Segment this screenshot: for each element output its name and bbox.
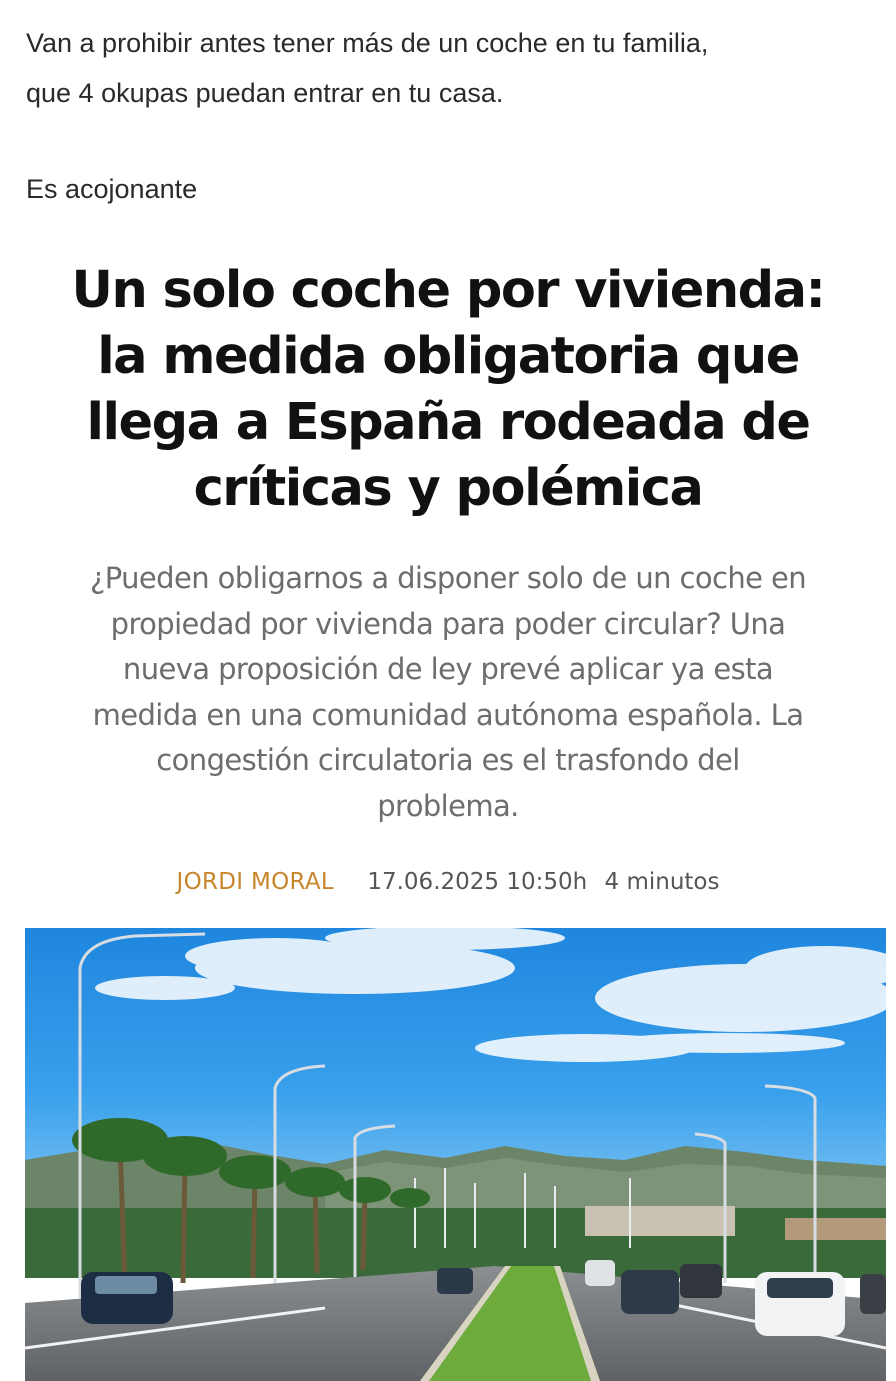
subtitle-line: nueva proposición de ley prevé aplicar ya esta xyxy=(122,652,774,686)
subtitle-line: medida en una comunidad autónoma española. La xyxy=(92,697,804,732)
post-spacer xyxy=(26,118,886,164)
article-photo xyxy=(25,928,886,1381)
headline-line: llega a España rodeada de xyxy=(86,393,810,452)
headline-line: Un solo coche por vivienda: xyxy=(71,261,825,320)
post-text xyxy=(26,18,886,214)
article-subtitle xyxy=(60,556,836,829)
article-headline[interactable] xyxy=(40,258,856,522)
headline-line: críticas y polémica xyxy=(193,459,703,518)
read-time: 4 minutos xyxy=(604,869,720,895)
subtitle-line: problema. xyxy=(377,788,519,823)
post-line-2: que 4 okupas puedan entrar en tu casa. xyxy=(26,78,504,108)
headline-line: la medida obligatoria que xyxy=(97,327,799,386)
author-link[interactable]: JORDI MORAL xyxy=(176,869,335,895)
subtitle-line: propiedad por vivienda para poder circular? Una xyxy=(110,606,786,641)
subtitle-line: congestión circulatoria es el trasfondo del xyxy=(156,743,740,777)
post-line-1: Van a prohibir antes tener más de un coche en tu familia, xyxy=(26,28,709,58)
publish-date: 17.06.2025 10:50h xyxy=(367,869,588,895)
subtitle-line: ¿Pueden obligarnos a disponer solo de un coche en xyxy=(89,561,807,595)
article-meta xyxy=(0,862,896,902)
post-comment: Es acojonante xyxy=(26,174,198,204)
